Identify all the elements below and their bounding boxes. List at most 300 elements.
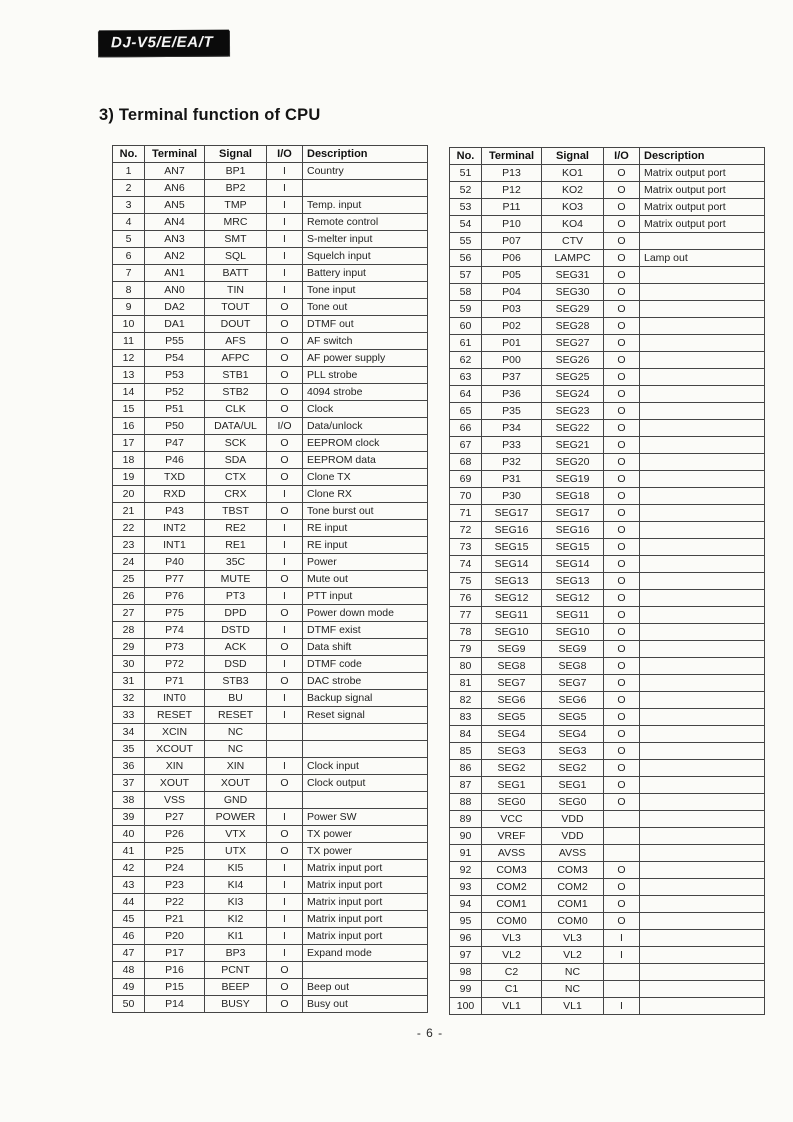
table-cell: 5 (113, 231, 145, 248)
table-cell: SEG2 (482, 760, 542, 777)
table-row (113, 758, 428, 775)
table-cell: SEG1 (482, 777, 542, 794)
table-cell: DA1 (145, 316, 205, 333)
table-cell: O (267, 639, 303, 656)
table-cell: SEG11 (482, 607, 542, 624)
table-cell: O (604, 165, 640, 182)
table-cell: P23 (145, 877, 205, 894)
table-cell: 13 (113, 367, 145, 384)
table-cell: AN6 (145, 180, 205, 197)
table-row (450, 301, 765, 318)
table-cell (640, 233, 765, 250)
table-cell: SEG5 (542, 709, 604, 726)
table-cell: DTMF out (303, 316, 428, 333)
table-cell: CTX (205, 469, 267, 486)
table-row (450, 794, 765, 811)
table-cell: P40 (145, 554, 205, 571)
table-cell: 12 (113, 350, 145, 367)
table-cell: I (267, 860, 303, 877)
table-cell: O (604, 267, 640, 284)
table-cell: O (604, 709, 640, 726)
table-cell: O (604, 539, 640, 556)
table-cell: O (604, 726, 640, 743)
table-cell: 55 (450, 233, 482, 250)
table-cell: XOUT (205, 775, 267, 792)
table-cell: P37 (482, 369, 542, 386)
table-cell: SEG15 (482, 539, 542, 556)
table-cell: 57 (450, 267, 482, 284)
table-cell: P33 (482, 437, 542, 454)
table-cell: SEG22 (542, 420, 604, 437)
table-cell: I (267, 265, 303, 282)
table-cell: PTT input (303, 588, 428, 605)
table-cell: O (267, 962, 303, 979)
table-cell: P74 (145, 622, 205, 639)
table-cell: VTX (205, 826, 267, 843)
table-cell: P51 (145, 401, 205, 418)
table-cell: SEG17 (542, 505, 604, 522)
table-cell: 85 (450, 743, 482, 760)
table-cell: I (267, 758, 303, 775)
table-cell: Clone RX (303, 486, 428, 503)
table-cell: P31 (482, 471, 542, 488)
table-row (450, 743, 765, 760)
table-cell: BP2 (205, 180, 267, 197)
table-cell (640, 913, 765, 930)
table-cell (640, 675, 765, 692)
table-cell: NC (205, 741, 267, 758)
table-row (450, 522, 765, 539)
table-cell: P01 (482, 335, 542, 352)
header-row (450, 148, 765, 165)
table-cell: INT0 (145, 690, 205, 707)
table-cell: I (267, 197, 303, 214)
table-cell (640, 573, 765, 590)
table-cell: O (604, 658, 640, 675)
table-cell: SEG13 (542, 573, 604, 590)
table-row (113, 503, 428, 520)
table-cell: SEG19 (542, 471, 604, 488)
table-cell: SEG31 (542, 267, 604, 284)
table-cell: 51 (450, 165, 482, 182)
table-cell: VREF (482, 828, 542, 845)
table-cell (640, 318, 765, 335)
table-cell: SEG9 (482, 641, 542, 658)
table-cell: 52 (450, 182, 482, 199)
table-cell: O (604, 352, 640, 369)
table-cell: P13 (482, 165, 542, 182)
table-cell: SEG2 (542, 760, 604, 777)
table-cell: 83 (450, 709, 482, 726)
table-cell: I (267, 809, 303, 826)
table-cell: Matrix output port (640, 165, 765, 182)
table-cell: SDA (205, 452, 267, 469)
table-cell (303, 792, 428, 809)
table-cell: SEG30 (542, 284, 604, 301)
table-cell: P22 (145, 894, 205, 911)
table-cell: O (267, 299, 303, 316)
table-cell: 59 (450, 301, 482, 318)
column-header: Description (640, 148, 765, 165)
column-header: No. (113, 146, 145, 163)
table-cell: I (267, 554, 303, 571)
table-row (113, 741, 428, 758)
table-cell: O (604, 471, 640, 488)
table-cell: TX power (303, 826, 428, 843)
table-cell: P03 (482, 301, 542, 318)
table-cell: Data shift (303, 639, 428, 656)
table-row (113, 690, 428, 707)
table-cell: SEG5 (482, 709, 542, 726)
table-row (113, 418, 428, 435)
table-row (113, 265, 428, 282)
table-cell: O (604, 335, 640, 352)
table-cell: P21 (145, 911, 205, 928)
table-row (113, 860, 428, 877)
table-cell: SEG10 (542, 624, 604, 641)
table-cell: 34 (113, 724, 145, 741)
table-cell: SEG4 (542, 726, 604, 743)
table-row (113, 962, 428, 979)
table-cell: SMT (205, 231, 267, 248)
table-cell: SEG9 (542, 641, 604, 658)
table-cell: AF switch (303, 333, 428, 350)
table-cell: COM3 (542, 862, 604, 879)
table-cell: POWER (205, 809, 267, 826)
table-cell: SEG8 (482, 658, 542, 675)
table-cell: SEG20 (542, 454, 604, 471)
table-cell: SEG6 (542, 692, 604, 709)
table-row (450, 437, 765, 454)
table-cell: SEG1 (542, 777, 604, 794)
table-cell: 77 (450, 607, 482, 624)
table-cell: STB2 (205, 384, 267, 401)
table-cell: SEG8 (542, 658, 604, 675)
table-cell: O (267, 350, 303, 367)
table-cell: 47 (113, 945, 145, 962)
table-cell: Battery input (303, 265, 428, 282)
table-row (450, 318, 765, 335)
table-row (450, 998, 765, 1015)
table-cell: STB1 (205, 367, 267, 384)
table-cell: O (267, 775, 303, 792)
table-cell (640, 641, 765, 658)
table-cell: 71 (450, 505, 482, 522)
table-cell: O (267, 571, 303, 588)
table-cell: SEG4 (482, 726, 542, 743)
table-row (450, 641, 765, 658)
table-cell: I (267, 231, 303, 248)
table-cell: 29 (113, 639, 145, 656)
table-cell: SEG18 (542, 488, 604, 505)
table-cell: 82 (450, 692, 482, 709)
table-cell: TOUT (205, 299, 267, 316)
table-cell: COM0 (542, 913, 604, 930)
table-cell: TMP (205, 197, 267, 214)
table-cell: Mute out (303, 571, 428, 588)
table-cell: S-melter input (303, 231, 428, 248)
table-cell: 44 (113, 894, 145, 911)
table-cell: I (267, 877, 303, 894)
table-cell: I (267, 486, 303, 503)
table-cell: 94 (450, 896, 482, 913)
table-cell: SEG7 (542, 675, 604, 692)
table-cell (303, 962, 428, 979)
table-cell: SEG13 (482, 573, 542, 590)
table-cell: 80 (450, 658, 482, 675)
table-cell (640, 267, 765, 284)
table-cell: DOUT (205, 316, 267, 333)
table-cell: O (604, 556, 640, 573)
table-cell: KI1 (205, 928, 267, 945)
table-cell: AFS (205, 333, 267, 350)
table-cell: SEG12 (482, 590, 542, 607)
table-cell: P47 (145, 435, 205, 452)
table-cell: DSTD (205, 622, 267, 639)
table-cell: AN7 (145, 163, 205, 180)
table-row (450, 352, 765, 369)
table-cell (640, 505, 765, 522)
table-cell: I (267, 588, 303, 605)
table-row (113, 826, 428, 843)
table-cell: STB3 (205, 673, 267, 690)
table-cell: 32 (113, 690, 145, 707)
table-cell (303, 180, 428, 197)
table-cell: TIN (205, 282, 267, 299)
table-cell: SEG0 (482, 794, 542, 811)
table-cell: KI3 (205, 894, 267, 911)
table-cell: LAMPC (542, 250, 604, 267)
table-cell: 7 (113, 265, 145, 282)
table-cell: Power (303, 554, 428, 571)
table-cell: UTX (205, 843, 267, 860)
table-cell: P53 (145, 367, 205, 384)
table-cell: Matrix input port (303, 860, 428, 877)
table-cell: 17 (113, 435, 145, 452)
table-cell: O (604, 488, 640, 505)
table-cell: Temp. input (303, 197, 428, 214)
table-cell: 56 (450, 250, 482, 267)
table-cell: SEG29 (542, 301, 604, 318)
table-cell: O (604, 896, 640, 913)
table-cell: O (604, 284, 640, 301)
table-cell: DTMF exist (303, 622, 428, 639)
table-cell: I (604, 947, 640, 964)
table-cell: P25 (145, 843, 205, 860)
table-cell (640, 284, 765, 301)
table-cell: O (604, 743, 640, 760)
table-cell: XIN (145, 758, 205, 775)
table-cell: 20 (113, 486, 145, 503)
table-cell: BUSY (205, 996, 267, 1013)
table-cell: 67 (450, 437, 482, 454)
table-cell: P76 (145, 588, 205, 605)
table-cell: 3 (113, 197, 145, 214)
table-cell: DAC strobe (303, 673, 428, 690)
table-cell: P77 (145, 571, 205, 588)
table-cell: I (267, 690, 303, 707)
table-row (113, 520, 428, 537)
table-cell: Tone out (303, 299, 428, 316)
table-cell (604, 828, 640, 845)
table-cell: KO3 (542, 199, 604, 216)
page-title: 3) Terminal function of CPU (99, 106, 321, 124)
table-cell: SQL (205, 248, 267, 265)
table-cell: VL1 (482, 998, 542, 1015)
table-row (113, 724, 428, 741)
table-cell: 14 (113, 384, 145, 401)
table-cell: P43 (145, 503, 205, 520)
table-cell: CRX (205, 486, 267, 503)
table-cell: SEG0 (542, 794, 604, 811)
table-cell: 4094 strobe (303, 384, 428, 401)
table-cell: AN3 (145, 231, 205, 248)
cpu-terminal-table-left (112, 145, 428, 1013)
table-cell: P52 (145, 384, 205, 401)
table-cell: P16 (145, 962, 205, 979)
table-row (113, 945, 428, 962)
table-row (450, 777, 765, 794)
table-cell: 16 (113, 418, 145, 435)
table-cell: RESET (145, 707, 205, 724)
table-cell (640, 471, 765, 488)
table-cell: EEPROM data (303, 452, 428, 469)
table-row (450, 267, 765, 284)
table-cell: O (267, 843, 303, 860)
table-cell: O (604, 403, 640, 420)
table-cell: AF power supply (303, 350, 428, 367)
table-row (113, 588, 428, 605)
table-cell: 92 (450, 862, 482, 879)
table-cell: AN1 (145, 265, 205, 282)
table-cell (640, 420, 765, 437)
table-cell: AN0 (145, 282, 205, 299)
table-cell: VL2 (482, 947, 542, 964)
table-cell: I (267, 248, 303, 265)
table-cell: 21 (113, 503, 145, 520)
table-cell: O (604, 777, 640, 794)
table-row (450, 896, 765, 913)
table-cell (303, 724, 428, 741)
table-cell: Backup signal (303, 690, 428, 707)
table-cell: MUTE (205, 571, 267, 588)
table-cell: P02 (482, 318, 542, 335)
table-row (113, 928, 428, 945)
table-cell: TXD (145, 469, 205, 486)
table-cell: 84 (450, 726, 482, 743)
table-cell (640, 828, 765, 845)
table-cell: O (604, 692, 640, 709)
table-cell: 24 (113, 554, 145, 571)
table-row (450, 590, 765, 607)
table-row (450, 658, 765, 675)
table-cell: COM3 (482, 862, 542, 879)
table-cell: COM0 (482, 913, 542, 930)
table-cell (267, 741, 303, 758)
table-cell: O (604, 437, 640, 454)
table-cell: VL3 (542, 930, 604, 947)
table-cell (267, 792, 303, 809)
table-cell: I (267, 656, 303, 673)
table-cell (640, 301, 765, 318)
table-cell (640, 845, 765, 862)
table-cell: I (267, 163, 303, 180)
table-cell: SEG17 (482, 505, 542, 522)
table-cell: 1 (113, 163, 145, 180)
table-cell: 68 (450, 454, 482, 471)
table-cell (640, 522, 765, 539)
table-cell (640, 743, 765, 760)
table-cell: Squelch input (303, 248, 428, 265)
table-cell: Lamp out (640, 250, 765, 267)
table-cell: O (604, 301, 640, 318)
table-cell: 98 (450, 964, 482, 981)
column-header: Terminal (482, 148, 542, 165)
table-row (450, 879, 765, 896)
table-row (113, 384, 428, 401)
cpu-terminal-table-right (449, 147, 765, 1015)
table-cell: O (267, 333, 303, 350)
table-cell (640, 862, 765, 879)
table-row (450, 692, 765, 709)
table-cell: PLL strobe (303, 367, 428, 384)
table-cell: I (267, 180, 303, 197)
table-cell: 65 (450, 403, 482, 420)
table-cell: 33 (113, 707, 145, 724)
table-cell: DTMF code (303, 656, 428, 673)
table-cell: SEG14 (542, 556, 604, 573)
table-row (113, 639, 428, 656)
table-cell: 73 (450, 539, 482, 556)
table-cell: 60 (450, 318, 482, 335)
table-cell: 53 (450, 199, 482, 216)
table-cell: 100 (450, 998, 482, 1015)
table-cell: COM1 (482, 896, 542, 913)
table-row (450, 726, 765, 743)
table-cell: 87 (450, 777, 482, 794)
table-cell: 96 (450, 930, 482, 947)
table-row (450, 250, 765, 267)
table-cell: P11 (482, 199, 542, 216)
table-cell: P26 (145, 826, 205, 843)
table-row (113, 469, 428, 486)
table-cell: O (267, 316, 303, 333)
table-row (450, 624, 765, 641)
table-cell: Matrix input port (303, 928, 428, 945)
table-row (113, 979, 428, 996)
column-header: Signal (542, 148, 604, 165)
table-cell: P75 (145, 605, 205, 622)
table-cell (640, 896, 765, 913)
table-cell: O (267, 605, 303, 622)
table-cell: O (604, 522, 640, 539)
table-cell: 39 (113, 809, 145, 826)
table-row (113, 996, 428, 1013)
table-row (113, 775, 428, 792)
table-cell: 43 (113, 877, 145, 894)
table-cell: O (604, 199, 640, 216)
table-row (113, 486, 428, 503)
table-cell (640, 777, 765, 794)
table-cell: Matrix output port (640, 216, 765, 233)
table-cell: SEG27 (542, 335, 604, 352)
table-cell: KI4 (205, 877, 267, 894)
table-cell: O (267, 384, 303, 401)
table-cell: 4 (113, 214, 145, 231)
table-cell (640, 726, 765, 743)
table-cell: I (267, 214, 303, 231)
table-cell (604, 811, 640, 828)
